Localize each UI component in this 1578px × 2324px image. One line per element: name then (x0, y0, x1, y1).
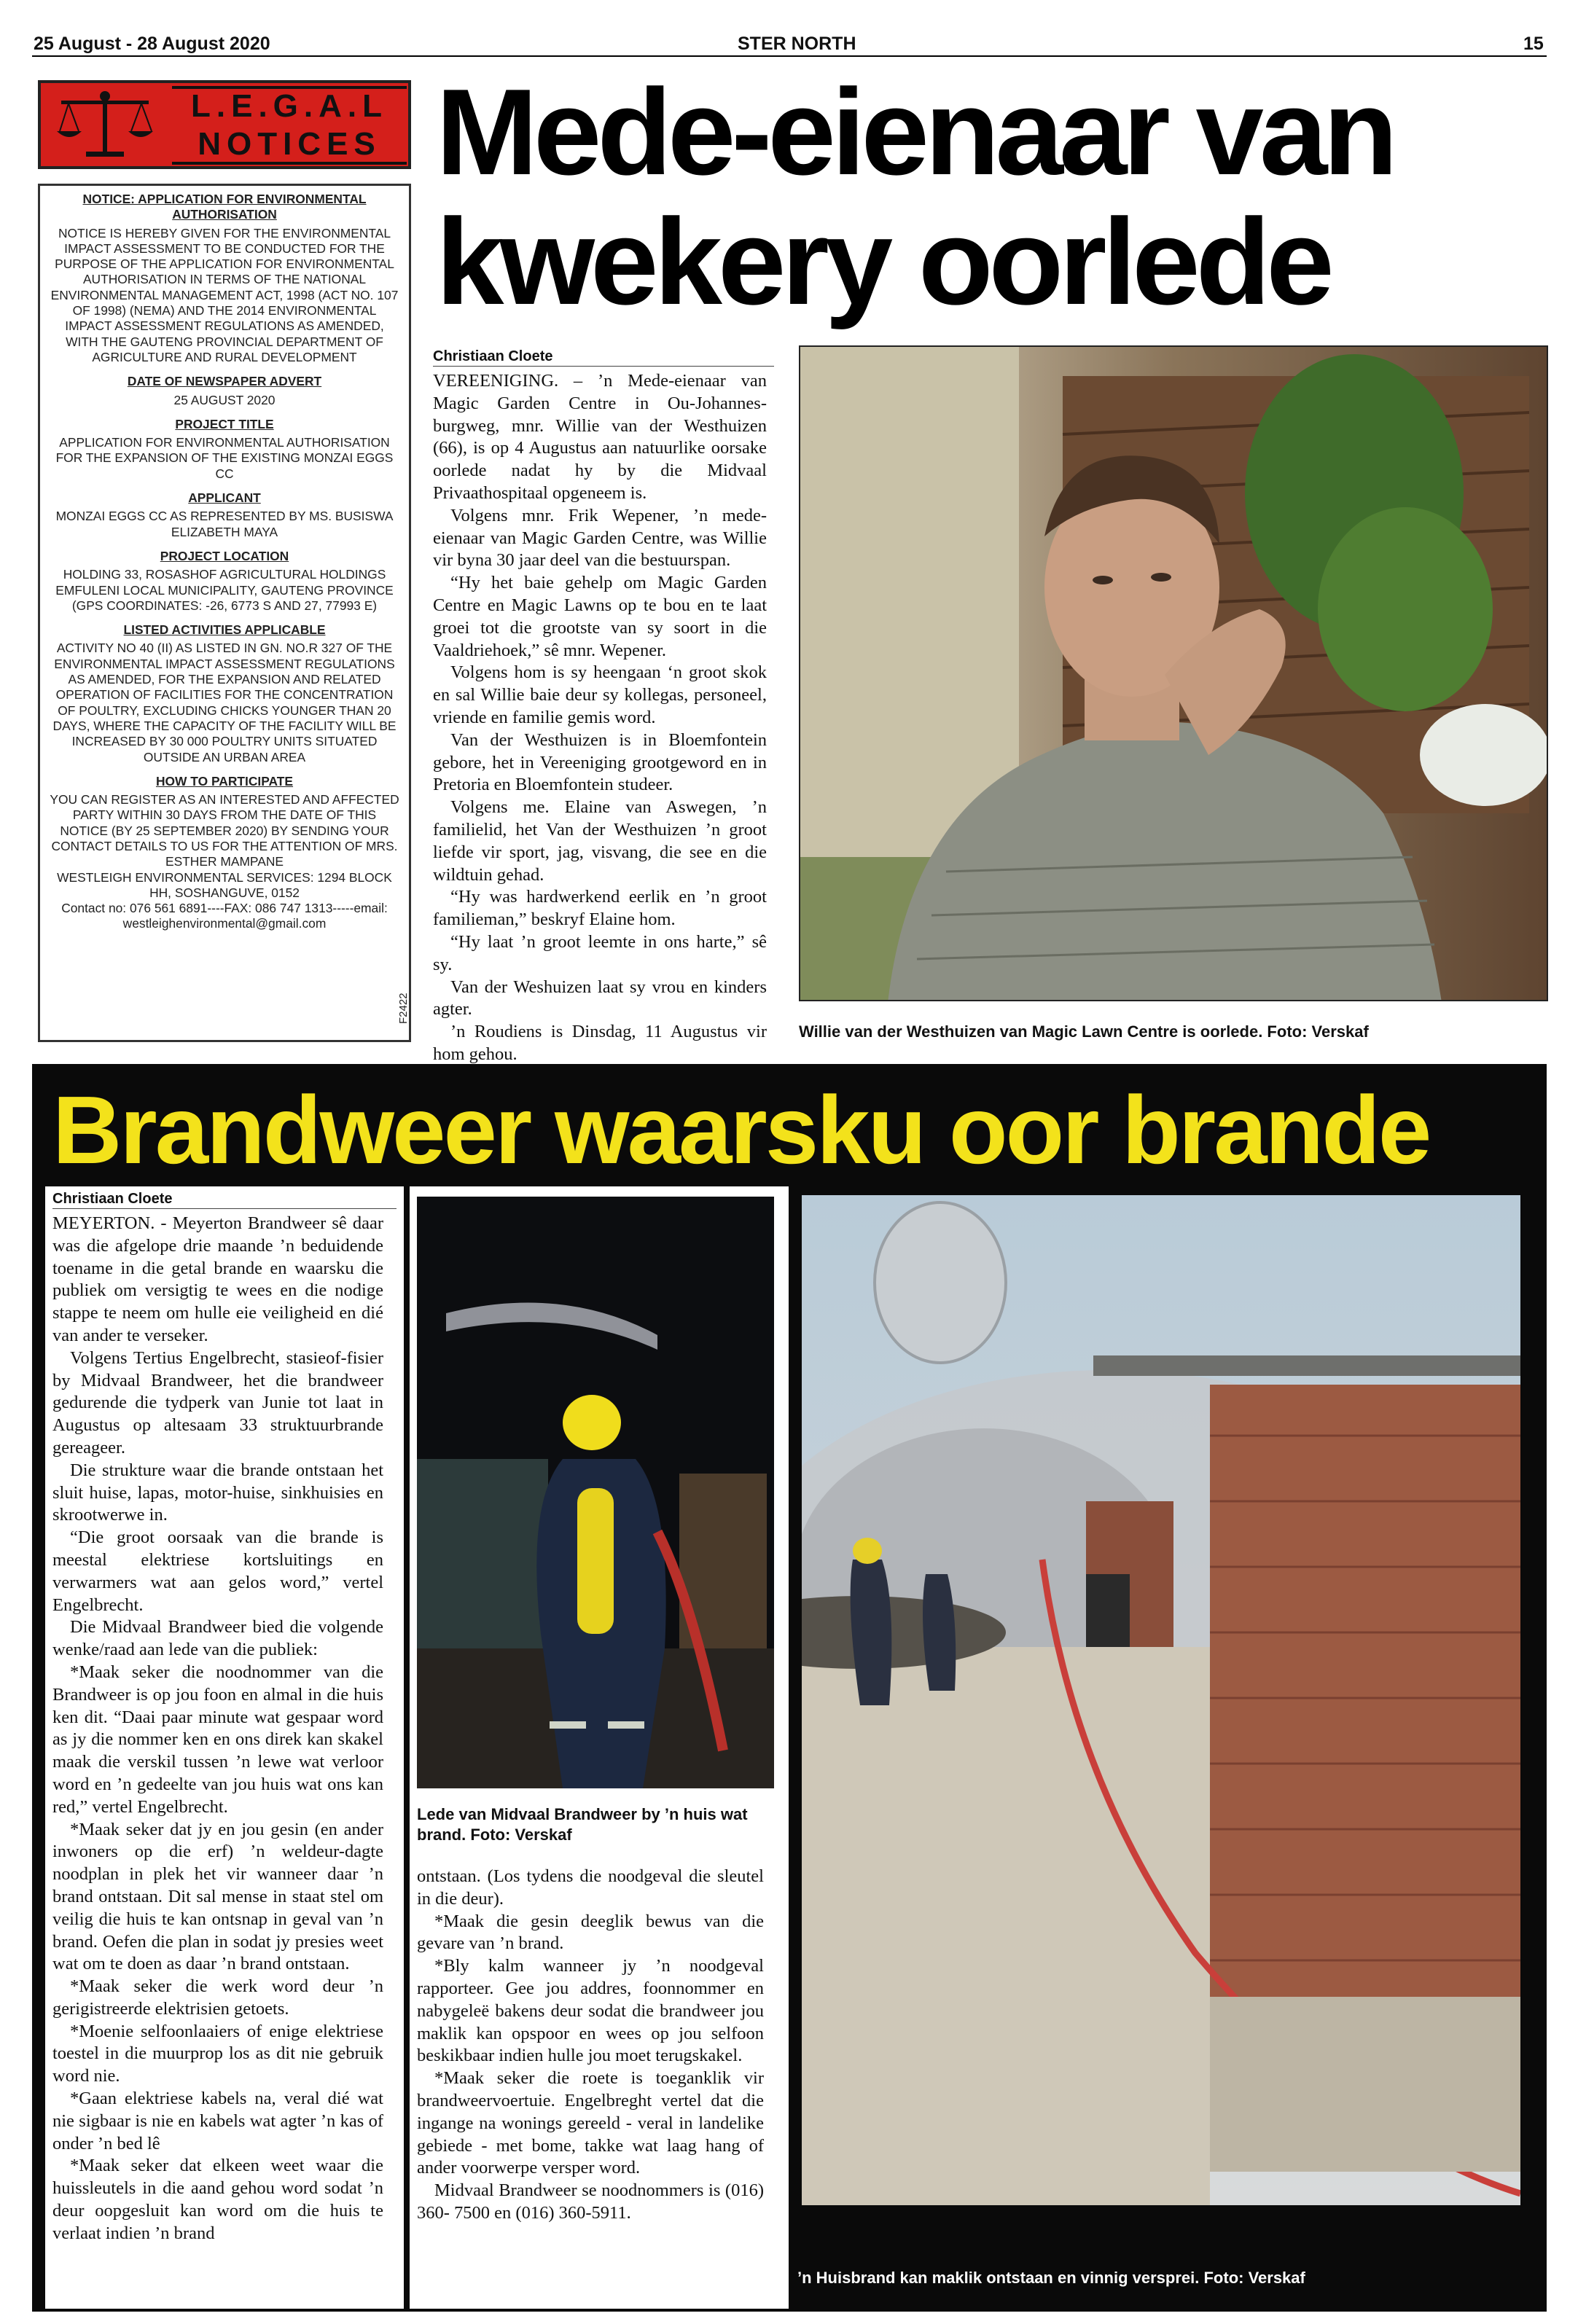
article2-paragraph: *Maak seker dat jy en jou gesin (en ander inwoners op die erf) ’n weldeur-dagte noodplan in plek het vir wanneer daar ’n brand ontstaan. Dit sal mense in staat stel om veilig die huis te kan ontsnap in geval van ’n brand. Oefen die plan in sodat jy presies weet wat om te doen as daar ’n brand ontstaan. (52, 1819, 383, 1974)
notice-heading: NOTICE: APPLICATION FOR ENVIRONMENTAL AUTHORISATION (82, 192, 367, 222)
notice-reference: F2422 (397, 993, 410, 1024)
issue-date: 25 August - 28 August 2020 (34, 34, 270, 54)
applicant-heading: APPLICANT (188, 490, 261, 506)
article1-paragraph: “Hy was hardwerkend eerlik en ’n groot familieman,” beskryf Elaine hom. (433, 887, 767, 930)
contact-details: Contact no: 076 561 6891----FAX: 086 747 1313-----email: westleighenvironmental@gmail.com (61, 901, 388, 931)
article1-byline: Christiaan Cloete (433, 348, 553, 364)
article1-paragraph: “Hy het baie gehelp om Magic Garden Centre en Magic Lawns op te bou en te laat groei tot die grootste van sy soort in die Vaaldriehoek,” sê mnr. Wepener. (433, 573, 767, 660)
article1-paragraph: “Hy laat ’n groot leemte in ons harte,” sê sy. (433, 931, 767, 974)
article2-paragraph: Die Midvaal Brandweer bied die volgende wenke/raad aan lede van die publiek: (52, 1617, 383, 1660)
article2-paragraph: *Bly kalm wanneer jy ’n noodgeval rapporteer. Gee jou addres, foonnommer en nabygeleë bakens deur sodat die brandweer jou maklik kan opspoor en wees op jou selfoon beskikbaar indien hulle jou moet terugskakel. (417, 1956, 764, 2066)
article1-paragraph: Volgens mnr. Frik Wepener, ’n mede-eienaar van Magic Garden Centre, was Willie vir byna 30 jaar deel van die bestuurspan. (433, 505, 767, 571)
page-number: 15 (1523, 34, 1544, 54)
firefighter-caption: Lede van Midvaal Brandweer by ’n huis wat brand. Foto: Verskaf (417, 1805, 748, 1844)
firefighter-photo (417, 1197, 774, 1788)
location-value: HOLDING 33, ROSASHOF AGRICULTURAL HOLDINGS EMFULENI LOCAL MUNICIPALITY, GAUTENG PROVINCE (GPS COORDINATES: -26, 6773 S AND 27, 77993 E) (55, 567, 394, 613)
article1-paragraph: VEREENIGING. – ’n Mede-eienaar van Magic Garden Centre in Ou-Johannes-burgweg, mnr. Willie van der Westhuizen (66), is op 4 Augustus aan natuurlike oorsake oorlede nadat hy by die Midvaal Privaathospitaal opgeneem is. (433, 371, 767, 503)
headline-line-1: Mede-eienaar van (436, 63, 1394, 200)
date-heading: DATE OF NEWSPAPER ADVERT (127, 374, 322, 389)
article2-paragraph: *Maak seker die noodnommer van die Brandweer is op jou foon en almal in die huis ken dit. “Daai paar minute wat gespaar word as jy die nommer ken en ons direk kan skakel maak die verskil tussen ’n lewe wat verloor word en ’n gedeelte van jou huis wat ons kan red,” vertel Engelbrecht. (52, 1662, 383, 1817)
article2-paragraph: ontstaan. (Los tydens die noodgeval die sleutel in die deur). (417, 1866, 764, 1909)
project-title-value: APPLICATION FOR ENVIRONMENTAL AUTHORISATION FOR THE EXPANSION OF THE EXISTING MONZAI EGGS CC (55, 435, 394, 481)
article2-paragraph: *Moenie selfoonlaaiers of enige elektriese toestel in die muurprop los as dit nie gebruik word nie. (52, 2021, 383, 2086)
headline-line-2: kwekery oorlede (436, 193, 1330, 330)
house-fire-photo (802, 1195, 1520, 2205)
byline-rule (433, 366, 774, 367)
article2-column-2 (417, 1866, 764, 2225)
article1-paragraph: ’n Roudiens is Dinsdag, 11 Augustus vir hom gehou. (433, 1022, 767, 1064)
article2-byline: Christiaan Cloete (52, 1191, 173, 1207)
project-title-heading: PROJECT TITLE (175, 416, 274, 431)
date-value: 25 AUGUST 2020 (173, 392, 276, 407)
contact-address: WESTLEIGH ENVIRONMENTAL SERVICES: 1294 BLOCK HH, SOSHANGUVE, 0152 (57, 869, 392, 900)
article1-paragraph: Van der Weshuizen laat sy vrou en kinders agter. (433, 977, 767, 1020)
article1-paragraph: Volgens me. Elaine van Aswegen, ’n familielid, het Van der Westhuizen ’n groot liefde vir sport, jag, visvang, die see en die wildtuin gehad. (433, 797, 767, 885)
legal-notices-banner (38, 80, 411, 169)
article2-column-1 (52, 1213, 383, 2245)
article2-paragraph: *Gaan elektriese kabels na, veral dié wat nie sigbaar is nie en kabels wat agter ’n kas of onder ’n bed lê (52, 2089, 383, 2153)
legal-notices-title: L.E.G.A.L NOTICES (191, 88, 388, 162)
notice-intro: NOTICE IS HEREBY GIVEN FOR THE ENVIRONMENTAL IMPACT ASSESSMENT TO BE CONDUCTED FOR THE PURPOSE OF THE APPLICATION FOR ENVIRONMENTAL AUTHORISATION IN TERMS OF THE NATIONAL ENVIRONMENTAL MANAGEMENT ACT, 1998 (ACT NO. 107 OF 1998) (NEMA) AND THE 2014 ENVIRONMENTAL IMPACT ASSESSMENT REGULATIONS AS AMENDED, WITH THE GAUTENG PROVINCIAL DEPARTMENT OF AGRICULTURE AND RURAL DEVELOPMENT (50, 225, 399, 364)
article2-paragraph: MEYERTON. - Meyerton Brandweer sê daar was die afgelope drie maande ’n beduidende toename in die getal brande en waarsku die publiek om versigtig te wees en die nodige stappe te neem om hulle eie veiligheid en dié van ander te verseker. (52, 1213, 383, 1345)
portrait-photo (799, 345, 1548, 1001)
applicant-value: MONZAI EGGS CC AS REPRESENTED BY MS. BUSISWA ELIZABETH MAYA (55, 509, 394, 539)
participate-heading: HOW TO PARTICIPATE (155, 773, 294, 789)
article2-paragraph: *Maak die gesin deeglik bewus van die gevare van ’n brand. (417, 1911, 764, 1954)
portrait-caption: Willie van der Westhuizen van Magic Lawn Centre is oorlede. Foto: Verskaf (799, 1022, 1369, 1041)
activities-value: ACTIVITY NO 40 (II) AS LISTED IN GN. NO.R 327 OF THE ENVIRONMENTAL IMPACT ASSESSMENT REGULATIONS AS AMENDED, FOR THE EXPANSION AND RELATED OPERATION OF FACILITIES FOR THE CONCENTRATION OF POULTRY, EXCLUDING CHICKS YOUNGER THAN 20 DAYS, WHERE THE CAPACITY OF THE FACILITY WILL BE INCREASED BY 30 000 POULTRY UNITS SITUATED OUTSIDE AN URBAN AREA (52, 641, 397, 764)
scales-of-justice-icon (54, 90, 156, 160)
article2-paragraph: *Maak seker dat elkeen weet waar die huissleutels in die aand gehou word sodat ’n deur oopgesluit kan word om die huis te verlaat indien ’n brand (52, 2156, 383, 2243)
article2-paragraph: “Die groot oorsaak van die brande is meestal elektriese kortsluitings en verwarmers wat aan gelos word,” vertel Engelbrecht. (52, 1527, 383, 1615)
article1-paragraph: Volgens hom is sy heengaan ‘n groot skok en sal Willie baie deur sy kollegas, personeel, vriende en familie gemis word. (433, 662, 767, 727)
article2-headline: Brandweer waarsku oor brande (52, 1076, 1430, 1183)
article2-paragraph: *Maak seker die werk word deur ’n gerigistreerde elektrisien getoets. (52, 1976, 383, 2019)
byline-rule-2 (52, 1208, 397, 1209)
article1-body (433, 370, 767, 1066)
article1-headline (436, 63, 1558, 330)
participate-value: YOU CAN REGISTER AS AN INTERESTED AND AFFECTED PARTY WITHIN 30 DAYS FROM THE DATE OF THIS NOTICE (BY 25 SEPTEMBER 2020) BY SENDING YOUR CONTACT DETAILS TO US FOR THE ATTENTION OF MRS. ESTHER MAMPANE (50, 792, 399, 869)
activities-heading: LISTED ACTIVITIES APPLICABLE (123, 622, 326, 638)
house-fire-caption: ’n Huisbrand kan maklik ontstaan en vinnig versprei. Foto: Verskaf (797, 2269, 1305, 2287)
legal-notice (38, 184, 411, 1042)
article2-paragraph: Die strukture waar die brande ontstaan het sluit huise, lapas, motor-huise, sinkhuisies en skrootwerwe in. (52, 1460, 383, 1525)
article2-paragraph: Volgens Tertius Engelbrecht, stasieof-fisier by Midvaal Brandweer, het die brandweer gedurende die tydperk van Junie tot laat in Augustus op altesaam 33 struktuurbrande gereageer. (52, 1347, 383, 1458)
location-heading: PROJECT LOCATION (160, 548, 289, 563)
article1-paragraph: Van der Westhuizen is in Bloemfontein gebore, het in Vereeniging grootgeword en in Pretoria en Bloemfontein studeer. (433, 729, 767, 795)
article2-paragraph: Midvaal Brandweer se noodnommers is (016) 360- 7500 en (016) 360-5911. (417, 2180, 764, 2223)
article2-paragraph: *Maak seker die roete is toeganklik vir brandweervoertuie. Engelbreght vertel dat die ingange na wonings gereeld - veral in landelike gebiede - met bome, takke wat laag hang of ander voorwerpe versper word. (417, 2068, 764, 2178)
masthead-rule (32, 55, 1547, 57)
newspaper-name: STER NORTH (738, 34, 856, 54)
